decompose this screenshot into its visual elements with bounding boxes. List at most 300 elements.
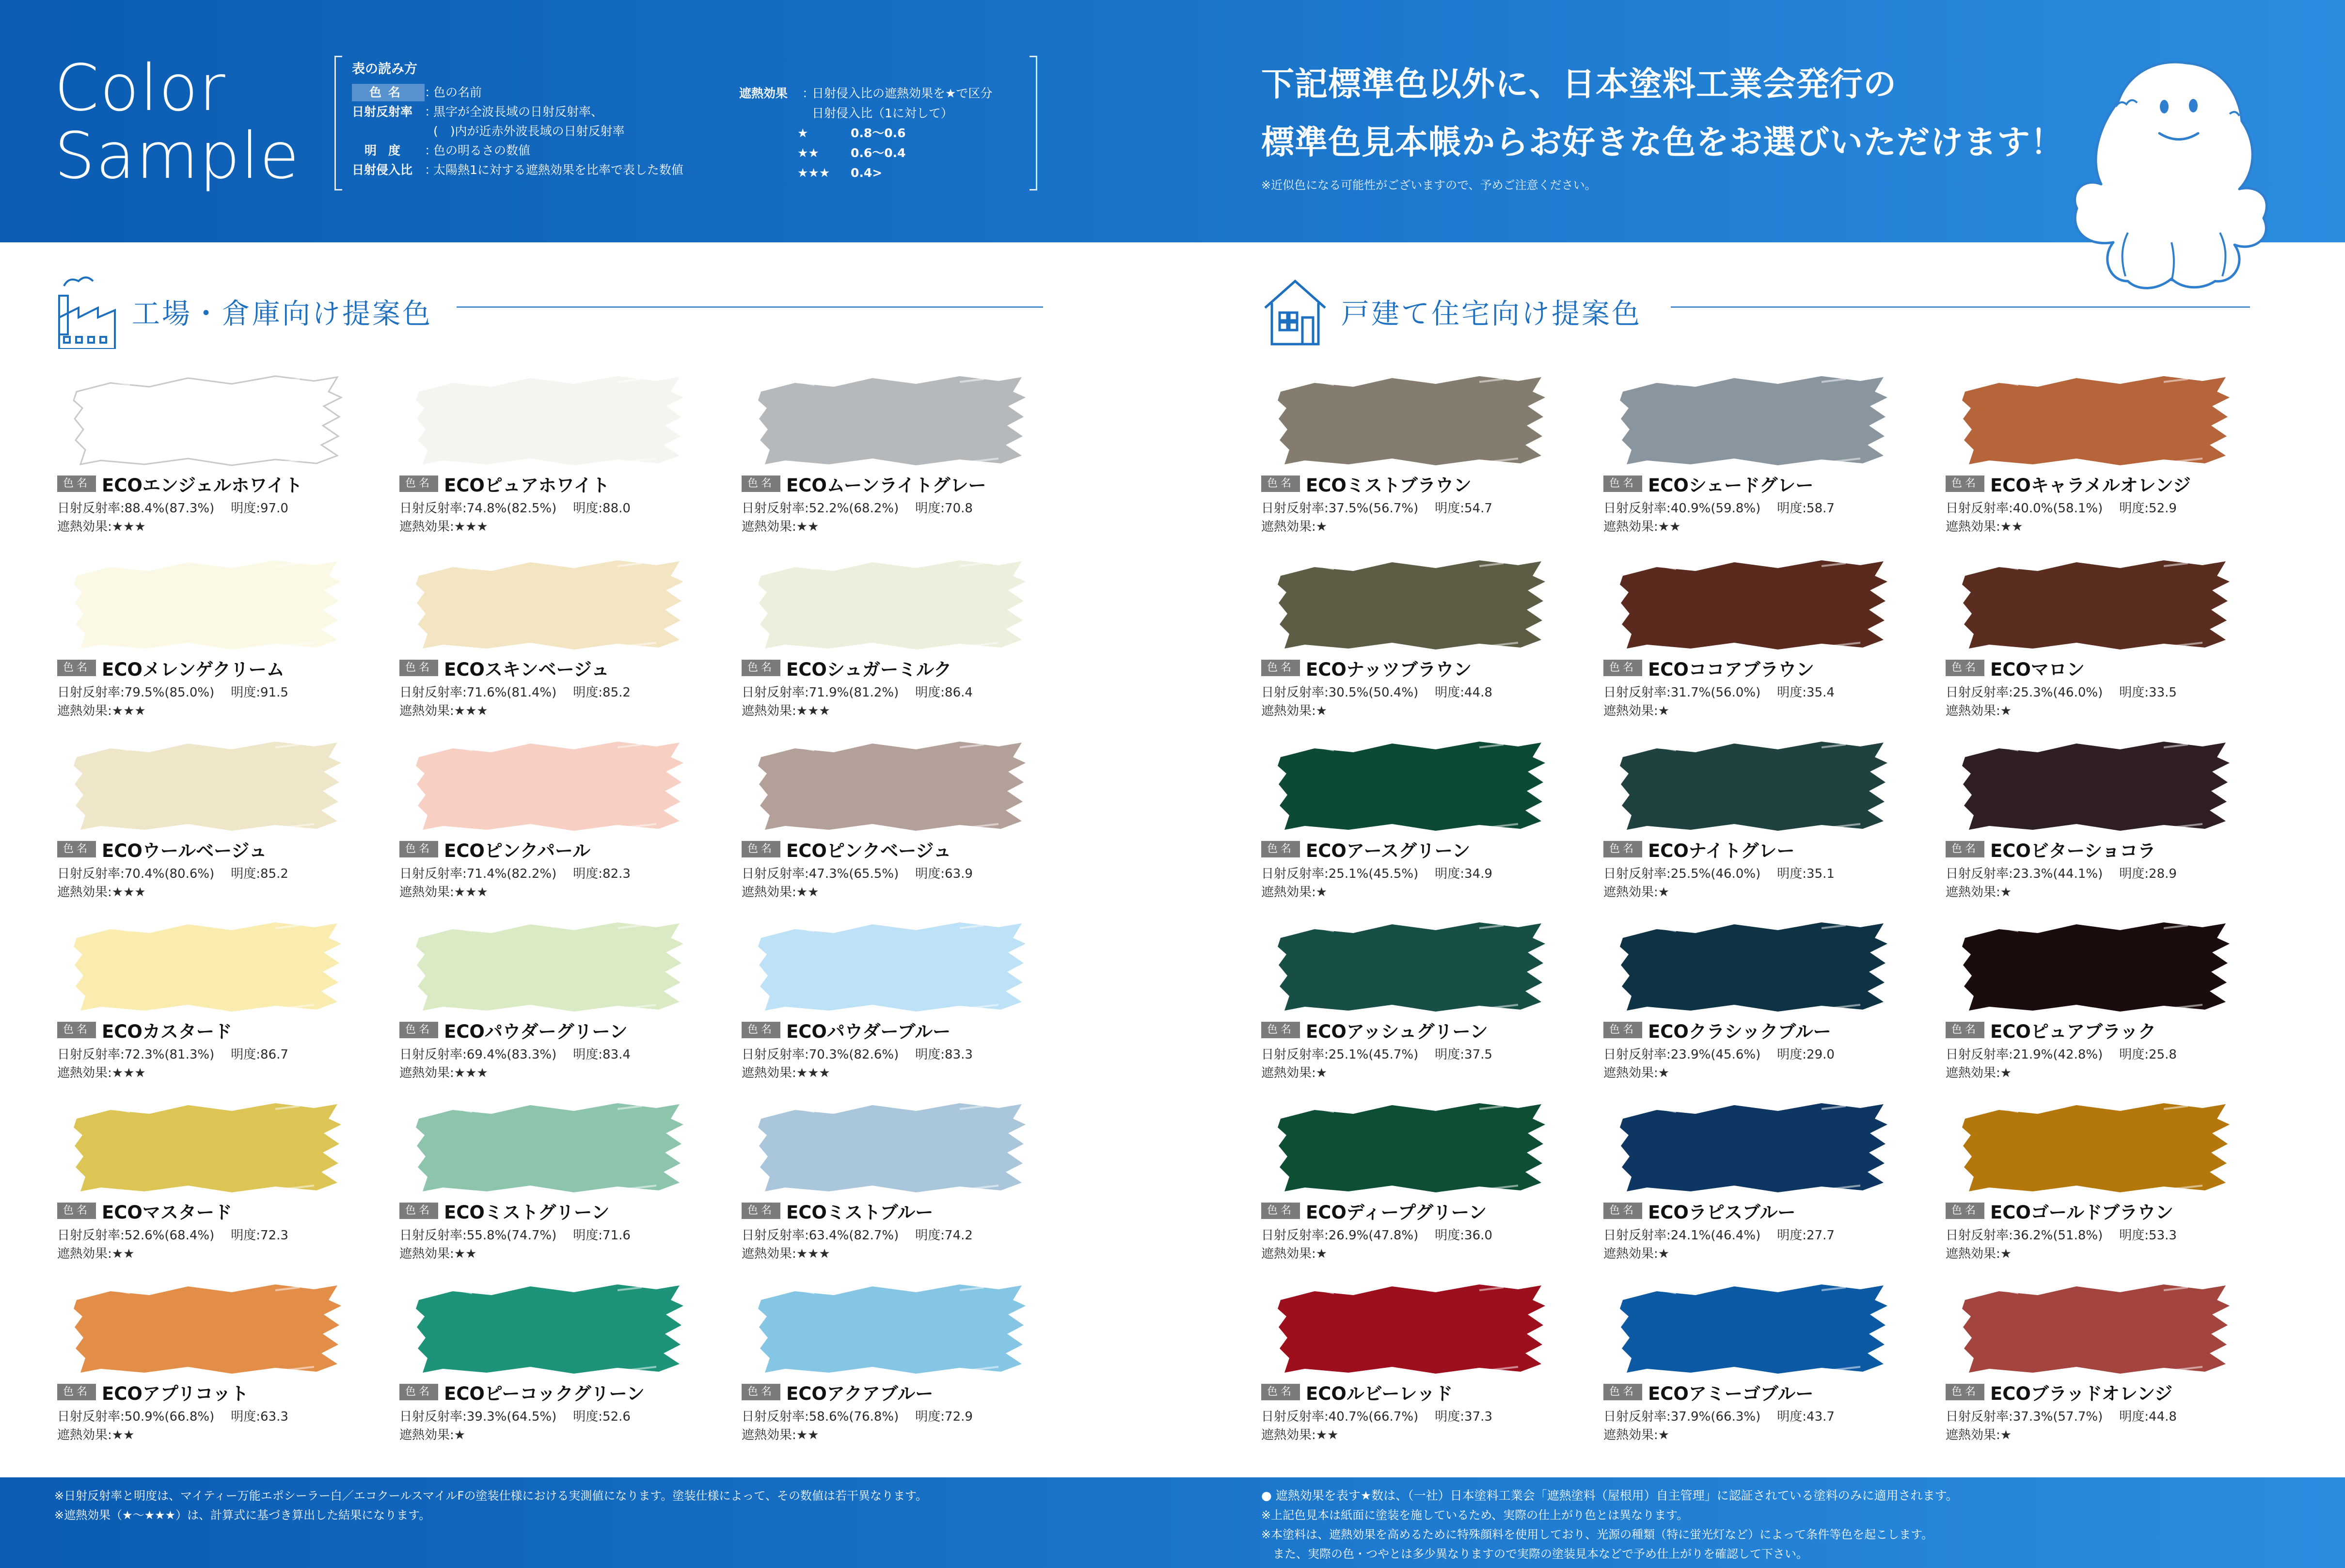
reflectance-label: 日射反射率: <box>57 1047 125 1062</box>
lightness-value: 29.0 <box>1806 1047 1835 1062</box>
reflectance-value: 58.6% <box>808 1410 849 1424</box>
color-name-row <box>57 657 285 679</box>
heat-effect-label: 遮熱効果: <box>399 520 454 534</box>
color-name: ECOマスタード <box>102 1202 232 1223</box>
color-name-row <box>1261 839 1470 860</box>
color-name: ECOブラッドオレンジ <box>1990 1383 2173 1404</box>
reflectance-label: 日射反射率: <box>1261 501 1329 516</box>
color-name-tag: 色名 <box>1946 660 1984 676</box>
color-name: ECOピンクベージュ <box>786 840 951 861</box>
heat-effect-stars: ★★★ <box>111 885 146 900</box>
reflectance-value: 47.3% <box>808 867 849 881</box>
nir-reflectance-value: (83.3%) <box>507 1047 557 1062</box>
color-swatch-card <box>1946 919 2261 1080</box>
heat-effect-stars: ★★★ <box>796 1247 830 1261</box>
footer-notes-right <box>1261 1486 2303 1564</box>
legend-range: 0.6〜0.4 <box>851 146 906 160</box>
legend-range: 0.4> <box>851 166 883 180</box>
color-name-tag: 色名 <box>1946 475 1984 492</box>
heat-effect-label: 遮熱効果: <box>399 885 454 900</box>
color-swatch-card <box>742 556 1057 718</box>
heat-effect-label: 遮熱効果: <box>57 1247 112 1261</box>
lightness-value: 86.7 <box>260 1047 288 1062</box>
color-name-tag: 色名 <box>57 1384 96 1400</box>
heat-effect-stars: ★★★ <box>454 520 488 534</box>
reflectance-label: 日射反射率: <box>1603 1047 1671 1062</box>
headline-line1: 下記標準色以外に、日本塗料工業会発行の <box>1261 65 1897 104</box>
color-swatch-card <box>57 1099 372 1261</box>
nir-reflectance-value: (58.1%) <box>2053 501 2103 516</box>
color-swatch-card <box>1946 372 2261 534</box>
color-name: ECOシェードグレー <box>1648 475 1814 496</box>
color-name: ECOアプリコット <box>102 1383 249 1404</box>
lightness-label: 明度: <box>1435 685 1465 700</box>
paint-swatch <box>414 372 685 469</box>
color-stats <box>399 1045 631 1082</box>
color-stats <box>1946 1045 2177 1082</box>
heat-effect-label: 遮熱効果: <box>1603 704 1658 718</box>
lightness-label: 明度: <box>231 685 261 700</box>
reflectance-value: 24.1% <box>1670 1228 1711 1243</box>
lightness-value: 72.9 <box>945 1410 973 1424</box>
nir-reflectance-value: (66.7%) <box>1368 1410 1419 1424</box>
color-name: ECOアッシュグリーン <box>1306 1021 1488 1042</box>
paint-swatch <box>1276 1281 1547 1378</box>
paint-swatch <box>72 556 343 653</box>
reflectance-label: 日射反射率: <box>399 867 467 881</box>
color-swatch-card <box>742 1099 1057 1261</box>
page-title-line1: Color <box>54 51 226 126</box>
heat-effect-label: 遮熱効果: <box>1603 1066 1658 1080</box>
color-name: ECOクラシックブルー <box>1648 1021 1831 1042</box>
lightness-label: 明度: <box>231 867 261 881</box>
color-name-row <box>1603 1381 1813 1403</box>
color-swatch-card <box>399 1099 714 1261</box>
heat-effect-label: 遮熱効果: <box>742 1247 796 1261</box>
heat-effect-label: 遮熱効果: <box>1946 885 2000 900</box>
paint-swatch <box>756 556 1028 653</box>
color-stats <box>57 499 288 536</box>
reflectance-value: 26.9% <box>1328 1228 1369 1243</box>
lightness-value: 33.5 <box>2149 685 2177 700</box>
lightness-label: 明度: <box>915 1410 945 1424</box>
color-name-row <box>742 657 951 679</box>
heat-effect-label: 遮熱効果: <box>399 704 454 718</box>
nir-reflectance-value: (46.0%) <box>2053 685 2103 700</box>
color-stats <box>742 499 973 536</box>
color-name-row <box>399 473 610 494</box>
heat-effect-stars: ★★ <box>111 1247 135 1261</box>
lightness-value: 43.7 <box>1806 1410 1835 1424</box>
heat-effect-stars: ★ <box>1658 1247 1670 1261</box>
heat-effect-label: 遮熱効果: <box>1603 1247 1658 1261</box>
reflectance-value: 23.9% <box>1670 1047 1711 1062</box>
heat-effect-label: 遮熱効果: <box>1946 704 2000 718</box>
lightness-label: 明度: <box>1777 685 1807 700</box>
paint-swatch <box>1960 1099 2232 1196</box>
reflectance-value: 79.5% <box>124 685 165 700</box>
footer-note: ※本塗料は、遮熱効果を高めるために特殊顔料を使用しており、光源の種類（特に蛍光灯など）によって条件等色を起こします。 <box>1261 1528 1933 1541</box>
reflectance-label: 日射反射率: <box>1946 867 2013 881</box>
color-stats <box>1261 1045 1492 1082</box>
color-stats <box>57 1408 288 1444</box>
color-stats <box>742 683 973 720</box>
reflectance-value: 52.6% <box>124 1228 165 1243</box>
color-name-tag: 色名 <box>57 1203 96 1219</box>
lightness-label: 明度: <box>573 867 603 881</box>
lightness-label: 明度: <box>1435 1410 1465 1424</box>
color-name-tag: 色名 <box>1261 1384 1300 1400</box>
header-band <box>0 0 2345 242</box>
house-icon <box>1261 271 1329 349</box>
reflectance-value: 71.4% <box>466 867 507 881</box>
lightness-label: 明度: <box>1435 1228 1465 1243</box>
heat-effect-stars: ★ <box>1658 1428 1670 1442</box>
nir-reflectance-value: (42.8%) <box>2053 1047 2103 1062</box>
lightness-value: 63.9 <box>945 867 973 881</box>
reflectance-value: 21.9% <box>2012 1047 2053 1062</box>
color-stats <box>399 499 631 536</box>
reflectance-value: 40.0% <box>2012 501 2053 516</box>
heat-effect-stars: ★★ <box>796 520 819 534</box>
color-name-row <box>57 839 267 860</box>
reflectance-label: 日射反射率: <box>1261 1228 1329 1243</box>
reflectance-value: 72.3% <box>124 1047 165 1062</box>
color-name: ECOピンクパール <box>444 840 591 861</box>
heat-effect-label: 遮熱効果: <box>57 520 112 534</box>
factory-icon <box>54 271 117 349</box>
legend-key: 日射侵入比 <box>352 163 413 177</box>
color-name-row <box>742 1019 951 1041</box>
color-name: ECOウールベージュ <box>102 840 267 861</box>
paint-swatch <box>1960 556 2232 653</box>
headline <box>1261 56 2109 172</box>
color-name: ECOピーコックグリーン <box>444 1383 645 1404</box>
reflectance-value: 70.4% <box>124 867 165 881</box>
legend-box <box>334 56 1037 190</box>
nir-reflectance-value: (64.5%) <box>507 1410 557 1424</box>
lightness-value: 71.6 <box>602 1228 631 1243</box>
paint-swatch <box>756 919 1028 1015</box>
heat-effect-stars: ★ <box>1315 704 1328 718</box>
nir-reflectance-value: (59.8%) <box>1711 501 1761 516</box>
color-name-tag: 色名 <box>399 1384 438 1400</box>
paint-swatch <box>72 738 343 835</box>
lightness-value: 58.7 <box>1806 501 1835 516</box>
legend-bracket-right <box>1030 56 1037 190</box>
lightness-label: 明度: <box>2119 685 2149 700</box>
lightness-value: 28.9 <box>2149 867 2177 881</box>
color-swatch-card <box>1603 556 1918 718</box>
color-name-row <box>1946 657 2085 679</box>
color-swatch-card <box>1946 556 2261 718</box>
reflectance-label: 日射反射率: <box>1946 685 2013 700</box>
heat-effect-stars: ★ <box>1315 1066 1328 1080</box>
color-name-tag: 色名 <box>1261 841 1300 857</box>
color-stats <box>742 1408 973 1444</box>
footer-band <box>0 1477 2345 1568</box>
color-name-row <box>1946 1381 2172 1403</box>
nir-reflectance-value: (66.3%) <box>1711 1410 1761 1424</box>
lightness-label: 明度: <box>1777 867 1807 881</box>
nir-reflectance-value: (82.7%) <box>849 1228 899 1243</box>
heat-effect-stars: ★★★ <box>454 885 488 900</box>
nir-reflectance-value: (44.1%) <box>2053 867 2103 881</box>
color-swatch-card <box>399 556 714 718</box>
reflectance-value: 25.1% <box>1328 1047 1369 1062</box>
color-stats <box>1946 865 2177 902</box>
color-swatch-card <box>399 738 714 900</box>
color-name-tag: 色名 <box>1603 1384 1642 1400</box>
lightness-value: 88.0 <box>602 501 631 516</box>
nir-reflectance-value: (45.6%) <box>1711 1047 1761 1062</box>
nir-reflectance-value: (74.7%) <box>507 1228 557 1243</box>
paint-swatch <box>1618 372 1889 469</box>
color-name-row <box>1603 1019 1831 1041</box>
lightness-label: 明度: <box>915 685 945 700</box>
lightness-label: 明度: <box>231 1410 261 1424</box>
nir-reflectance-value: (45.7%) <box>1368 1047 1419 1062</box>
section-factory <box>54 271 1043 330</box>
paint-swatch <box>72 1099 343 1196</box>
reflectance-value: 39.3% <box>466 1410 507 1424</box>
heat-effect-stars: ★★ <box>1658 520 1681 534</box>
color-stats <box>1261 1408 1492 1444</box>
reflectance-value: 36.2% <box>2012 1228 2053 1243</box>
heat-effect-stars: ★ <box>1658 1066 1670 1080</box>
color-name: ECOアクアブルー <box>786 1383 934 1404</box>
color-name: ECOゴールドブラウン <box>1990 1202 2174 1223</box>
color-name-tag: 色名 <box>399 660 438 676</box>
color-name-tag: 色名 <box>1603 1022 1642 1038</box>
page-title <box>54 51 306 193</box>
lightness-label: 明度: <box>573 1047 603 1062</box>
paint-swatch <box>72 1281 343 1378</box>
lightness-value: 74.2 <box>945 1228 973 1243</box>
color-name-tag: 色名 <box>742 1022 780 1038</box>
color-name-row <box>1946 839 2155 860</box>
color-name-tag: 色名 <box>1603 475 1642 492</box>
footer-note: また、実際の色・つやとは多少異なりますので実際の塗装見本などで予め仕上がりを確認して下さい。 <box>1261 1547 1808 1561</box>
lightness-value: 53.3 <box>2149 1228 2177 1243</box>
lightness-label: 明度: <box>573 1228 603 1243</box>
mascot-illustration <box>2055 29 2307 301</box>
lightness-value: 44.8 <box>1464 685 1492 700</box>
color-swatch-card <box>1603 1099 1918 1261</box>
color-name: ECOシュガーミルク <box>786 659 952 680</box>
heat-effect-stars: ★★★ <box>454 704 488 718</box>
color-swatch-card <box>1261 556 1576 718</box>
nir-reflectance-value: (65.5%) <box>849 867 899 881</box>
color-name-tag: 色名 <box>1946 1384 1984 1400</box>
color-name: ECOルビーレッド <box>1306 1383 1453 1404</box>
color-swatch-card <box>1603 1281 1918 1442</box>
reflectance-value: 88.4% <box>124 501 165 516</box>
color-name-tag: 色名 <box>1261 1022 1300 1038</box>
heat-effect-label: 遮熱効果: <box>399 1428 454 1442</box>
legend-value: ( )内が近赤外波長域の日射反射率 <box>433 124 625 138</box>
heat-effect-stars: ★ <box>1315 885 1328 900</box>
color-name-row <box>399 1381 645 1403</box>
legend-value: 太陽熱1に対する遮熱効果を比率で表した数値 <box>433 163 683 177</box>
color-stats <box>57 865 288 902</box>
color-name-row <box>57 473 302 494</box>
color-stats <box>57 1226 288 1263</box>
heat-effect-label: 遮熱効果: <box>1261 1428 1316 1442</box>
color-name-tag: 色名 <box>1946 841 1984 857</box>
lightness-label: 明度: <box>2119 867 2149 881</box>
reflectance-value: 25.5% <box>1670 867 1711 881</box>
paint-swatch <box>72 919 343 1015</box>
color-swatch-card <box>399 372 714 534</box>
nir-reflectance-value: (56.7%) <box>1368 501 1419 516</box>
reflectance-label: 日射反射率: <box>1261 1047 1329 1062</box>
lightness-value: 52.6 <box>602 1410 631 1424</box>
color-swatch-card <box>399 919 714 1080</box>
reflectance-label: 日射反射率: <box>1261 867 1329 881</box>
heat-effect-label: 遮熱効果: <box>1946 1428 2000 1442</box>
reflectance-value: 37.5% <box>1328 501 1369 516</box>
heat-effect-stars: ★★ <box>454 1247 477 1261</box>
color-swatch-card <box>1946 1281 2261 1442</box>
color-name: ECOピュアブラック <box>1990 1021 2156 1042</box>
color-name: ECOアースグリーン <box>1306 840 1471 861</box>
lightness-value: 35.1 <box>1806 867 1835 881</box>
heat-effect-stars: ★★★ <box>796 1066 830 1080</box>
color-name: ECOミストグリーン <box>444 1202 610 1223</box>
color-name-row <box>742 1381 933 1403</box>
reflectance-value: 40.7% <box>1328 1410 1369 1424</box>
color-name-tag: 色名 <box>57 1022 96 1038</box>
paint-swatch <box>1276 738 1547 835</box>
nir-reflectance-value: (81.3%) <box>164 1047 215 1062</box>
color-name: ECOメレンゲクリーム <box>102 659 285 680</box>
color-name-row <box>1603 1200 1795 1221</box>
reflectance-value: 23.3% <box>2012 867 2053 881</box>
color-name: ECOピュアホワイト <box>444 475 610 496</box>
lightness-label: 明度: <box>231 1228 261 1243</box>
legend-value: 黒字が全波長域の日射反射率、 <box>433 105 603 119</box>
lightness-value: 54.7 <box>1464 501 1492 516</box>
color-stats <box>399 865 631 902</box>
reflectance-label: 日射反射率: <box>1946 1047 2013 1062</box>
color-name-row <box>399 839 590 860</box>
lightness-label: 明度: <box>1435 501 1465 516</box>
color-stats <box>1603 1226 1835 1263</box>
lightness-label: 明度: <box>573 685 603 700</box>
reflectance-value: 71.9% <box>808 685 849 700</box>
nir-reflectance-value: (82.2%) <box>507 867 557 881</box>
heat-effect-label: 遮熱効果: <box>1946 520 2000 534</box>
paint-swatch <box>1276 372 1547 469</box>
paint-swatch <box>1276 556 1547 653</box>
color-name: ECOミストブルー <box>786 1202 934 1223</box>
color-name-row <box>1603 839 1795 860</box>
reflectance-value: 30.5% <box>1328 685 1369 700</box>
paint-swatch <box>756 738 1028 835</box>
reflectance-label: 日射反射率: <box>399 501 467 516</box>
lightness-label: 明度: <box>1435 867 1465 881</box>
heat-effect-label: 遮熱効果: <box>57 1428 112 1442</box>
paint-swatch <box>756 1099 1028 1196</box>
lightness-label: 明度: <box>2119 1228 2149 1243</box>
color-swatch-card <box>57 738 372 900</box>
heat-effect-label: 遮熱効果: <box>742 704 796 718</box>
color-name-tag: 色名 <box>1946 1203 1984 1219</box>
lightness-label: 明度: <box>2119 1047 2149 1062</box>
color-name: ECOビターショコラ <box>1990 840 2156 861</box>
color-name-row <box>57 1019 232 1041</box>
color-name-tag: 色名 <box>1603 841 1642 857</box>
heat-effect-stars: ★ <box>2000 1247 2012 1261</box>
lightness-label: 明度: <box>231 1047 261 1062</box>
color-swatch-card <box>742 738 1057 900</box>
reflectance-label: 日射反射率: <box>57 867 125 881</box>
lightness-value: 44.8 <box>2149 1410 2177 1424</box>
color-name-tag: 色名 <box>742 1384 780 1400</box>
paint-swatch <box>414 556 685 653</box>
color-stats <box>742 865 973 902</box>
lightness-label: 明度: <box>915 1228 945 1243</box>
color-name: ECOナッツブラウン <box>1306 659 1472 680</box>
legend-stars: ★ <box>797 126 808 140</box>
paint-swatch <box>414 738 685 835</box>
paint-swatch <box>1960 372 2232 469</box>
legend-row-reflectance-nir <box>433 123 625 140</box>
heat-effect-stars: ★★★ <box>454 1066 488 1080</box>
reflectance-label: 日射反射率: <box>1946 1228 2013 1243</box>
heat-effect-stars: ★ <box>1658 704 1670 718</box>
color-name-row <box>399 1200 609 1221</box>
heat-effect-label: 遮熱効果: <box>742 520 796 534</box>
reflectance-value: 40.9% <box>1670 501 1711 516</box>
legend-effect-key: 遮熱効果 <box>739 86 788 100</box>
reflectance-label: 日射反射率: <box>399 1410 467 1424</box>
color-name-row <box>1261 1381 1453 1403</box>
color-stats <box>1603 865 1835 902</box>
color-swatch-card <box>1603 919 1918 1080</box>
color-name-row <box>742 1200 933 1221</box>
color-stats <box>742 1226 973 1263</box>
color-stats <box>1261 683 1492 720</box>
heat-effect-stars: ★ <box>2000 1428 2012 1442</box>
reflectance-value: 31.7% <box>1670 685 1711 700</box>
heat-effect-stars: ★★ <box>1315 1428 1339 1442</box>
color-name-row <box>57 1200 232 1221</box>
color-name-row <box>1946 473 2191 494</box>
reflectance-value: 55.8% <box>466 1228 507 1243</box>
color-name: ECOパウダーブルー <box>786 1021 951 1042</box>
nir-reflectance-value: (57.7%) <box>2053 1410 2103 1424</box>
lightness-value: 63.3 <box>260 1410 288 1424</box>
color-stats <box>1261 1226 1492 1263</box>
legend-heading: 表の読み方 <box>352 62 417 77</box>
legend-key: 日射反射率 <box>352 105 413 119</box>
legend-stars: ★★ <box>797 146 819 160</box>
heat-effect-stars: ★★★ <box>796 704 830 718</box>
color-name: ECOキャラメルオレンジ <box>1990 475 2191 496</box>
paint-swatch <box>1276 1099 1547 1196</box>
lightness-value: 37.5 <box>1464 1047 1492 1062</box>
heat-effect-stars: ★★ <box>2000 520 2023 534</box>
lightness-value: 86.4 <box>945 685 973 700</box>
color-name-tag: 色名 <box>742 475 780 492</box>
footer-note: ※遮熱効果（★〜★★★）は、計算式に基づき算出した結果になります。 <box>54 1508 431 1522</box>
heat-effect-stars: ★★ <box>796 885 819 900</box>
lightness-label: 明度: <box>1777 501 1807 516</box>
color-name-row <box>742 839 951 860</box>
lightness-value: 91.5 <box>260 685 288 700</box>
